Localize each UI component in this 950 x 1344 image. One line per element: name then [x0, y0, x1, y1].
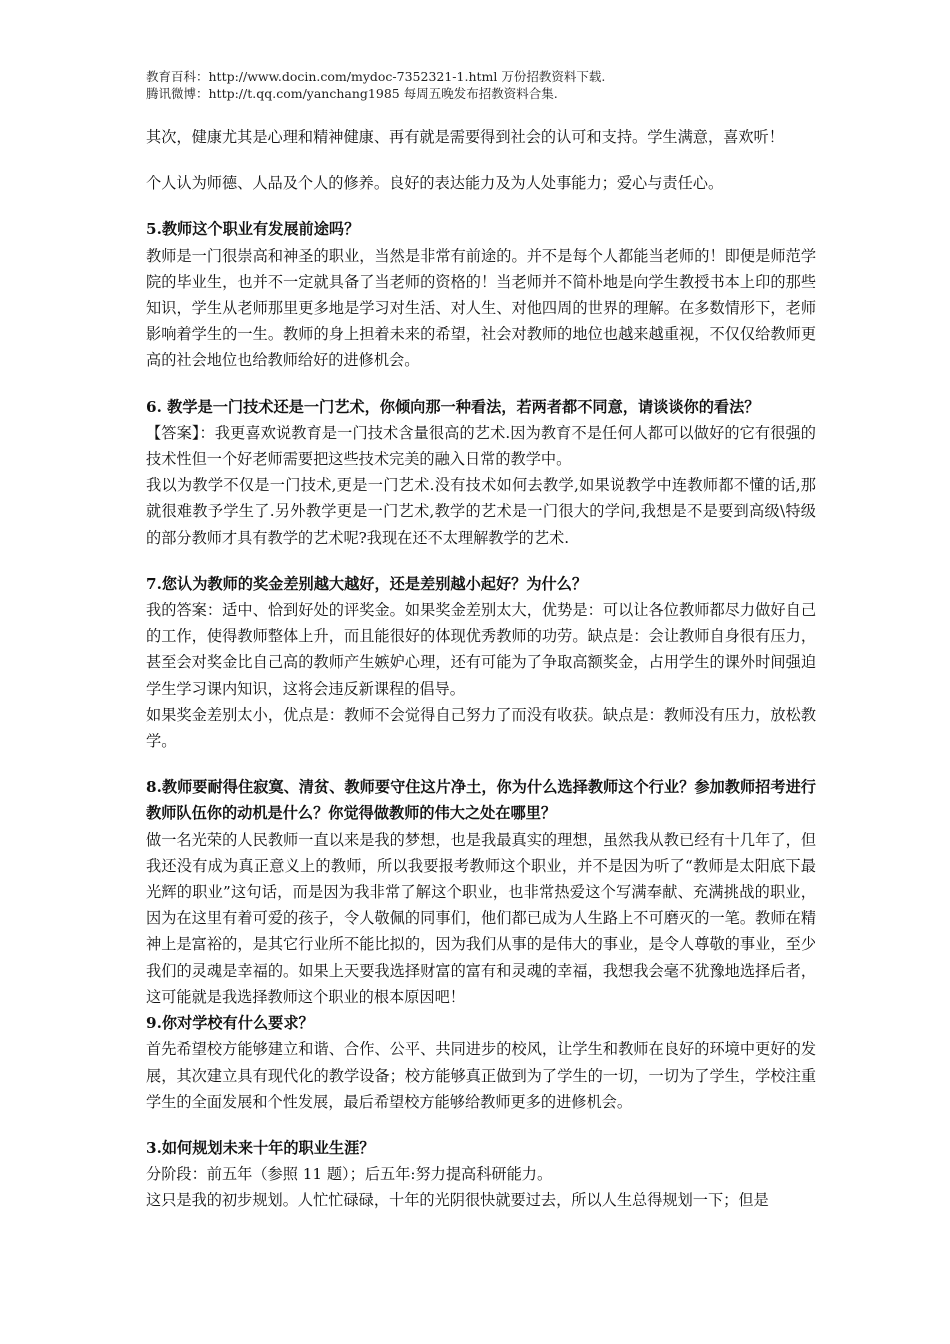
- question-7-answer-1: 我的答案：适中、恰到好处的评奖金。如果奖金差别太大，优势是：可以让各位教师都尽力做好自己的工作，使得教师整体上升，而且能很好的体现优秀教师的功劳。缺点是：会让教师自身很有压力，甚至会对奖金比自己高的教师产生嫉妒心理，还有可能为了争取高额奖金，占用学生的课外时间强迫学生学习课内知识，这将会违反新课程的倡导。: [146, 601, 816, 698]
- page-header: [146, 68, 846, 102]
- question-7-answer-2: 如果奖金差别太小，优点是：教师不会觉得自己努力了而没有收获。缺点是：教师没有压力，放松教学。: [146, 705, 816, 751]
- question-8-answer: 做一名光荣的人民教师一直以来是我的梦想，也是我最真实的理想，虽然我从教已经有十几年了，但我还没有成为真正意义上的教师，所以我要报考教师这个职业，并不是因为听了“教师是太阳底下最光辉的职业”这句话，而是因为我非常了解这个职业，也非常热爱这个写满奉献、充满挑战的职业，因为在这里有着可爱的孩子，令人敬佩的同事们，他们都已成为人生路上不可磨灭的一笔。教师在精神上是富裕的，是其它行业所不能比拟的，因为我们从事的是伟大的事业，是令人尊敬的事业，至少我们的灵魂是幸福的。如果上天要我选择财富的富有和灵魂的幸福，我想我会毫不犹豫地选择后者，这可能就是我选择教师这个职业的根本原因吧！: [146, 830, 816, 1006]
- question-9-answer: 首先希望校方能够建立和谐、合作、公平、共同进步的校风，让学生和教师在良好的环境中更好的发展，其次建立具有现代化的教学设备；校方能够真正做到为了学生的一切，一切为了学生，学校注重学生的全面发展和个性发展，最后希望校方能够给教师更多的进修机会。: [146, 1040, 816, 1111]
- question-6-answer-1: 【答案】：我更喜欢说教育是一门技术含量很高的艺术.因为教育不是任何人都可以做好的它有很强的技术性但一个好老师需要把这些技术完美的融入日常的教学中。: [146, 423, 816, 469]
- document-body: [146, 124, 816, 1214]
- question-7-title: 7.您认为教师的奖金差别越大越好，还是差别越小起好？为什么？: [146, 574, 588, 593]
- question-6-answer-2: 我以为教学不仅是一门技术,更是一门艺术.没有技术如何去教学,如果说教学中连教师都不懂的话,那就很难教予学生了.另外教学更是一门艺术,教学的艺术是一门很大的学问,我想是不是要到高级\特级的部分教师才具有教学的艺术呢?我现在还不太理解教学的艺术.: [146, 476, 816, 547]
- intro-paragraph-2: 个人认为师德、人品及个人的修养。良好的表达能力及为人处事能力；爱心与责任心。: [146, 174, 724, 193]
- question-6-title: 6. 教学是一门技术还是一门艺术，你倾向那一种看法，若两者都不同意，请谈谈你的看法？: [146, 397, 760, 416]
- question-8-title: 8.教师要耐得住寂寞、清贫、教师要守住这片净土，你为什么选择教师这个行业？参加教师招考进行教师队伍你的动机是什么？你觉得做教师的伟大之处在哪里？: [146, 778, 816, 823]
- intro-paragraph-1: 其次，健康尤其是心理和精神健康、再有就是需要得到社会的认可和支持。学生满意，喜欢听！: [146, 128, 784, 146]
- question-9-title: 9.你对学校有什么要求？: [146, 1014, 314, 1033]
- question-3-title: 3.如何规划未来十年的职业生涯？: [146, 1138, 375, 1157]
- header-line-weibo: 腾讯微博：http://t.qq.com/yanchang1985 每周五晚发布招教资料合集.: [146, 86, 558, 101]
- header-line-docin: 教育百科：http://www.docin.com/mydoc-7352321-1.html 万份招教资料下载.: [146, 69, 606, 84]
- question-3-answer-1: 分阶段：前五年（参照 11 题）；后五年:努力提高科研能力。: [146, 1165, 553, 1184]
- question-5-answer: 教师是一门很崇高和神圣的职业，当然是非常有前途的。并不是每个人都能当老师的！即便是师范学院的毕业生，也并不一定就具备了当老师的资格的！当老师并不简朴地是向学生教授书本上印的那些知识，学生从老师那里更多地是学习对生活、对人生、对他四周的世界的理解。在多数情形下，老师影响着学生的一生。教师的身上担着未来的希望，社会对教师的地位也越来越重视，不仅仅给教师更高的社会地位也给教师给好的进修机会。: [146, 246, 816, 370]
- question-3-answer-2: 这只是我的初步规划。人忙忙碌碌，十年的光阴很快就要过去，所以人生总得规划一下；但是: [146, 1191, 769, 1210]
- question-5-title: 5.教师这个职业有发展前途吗？: [146, 220, 360, 239]
